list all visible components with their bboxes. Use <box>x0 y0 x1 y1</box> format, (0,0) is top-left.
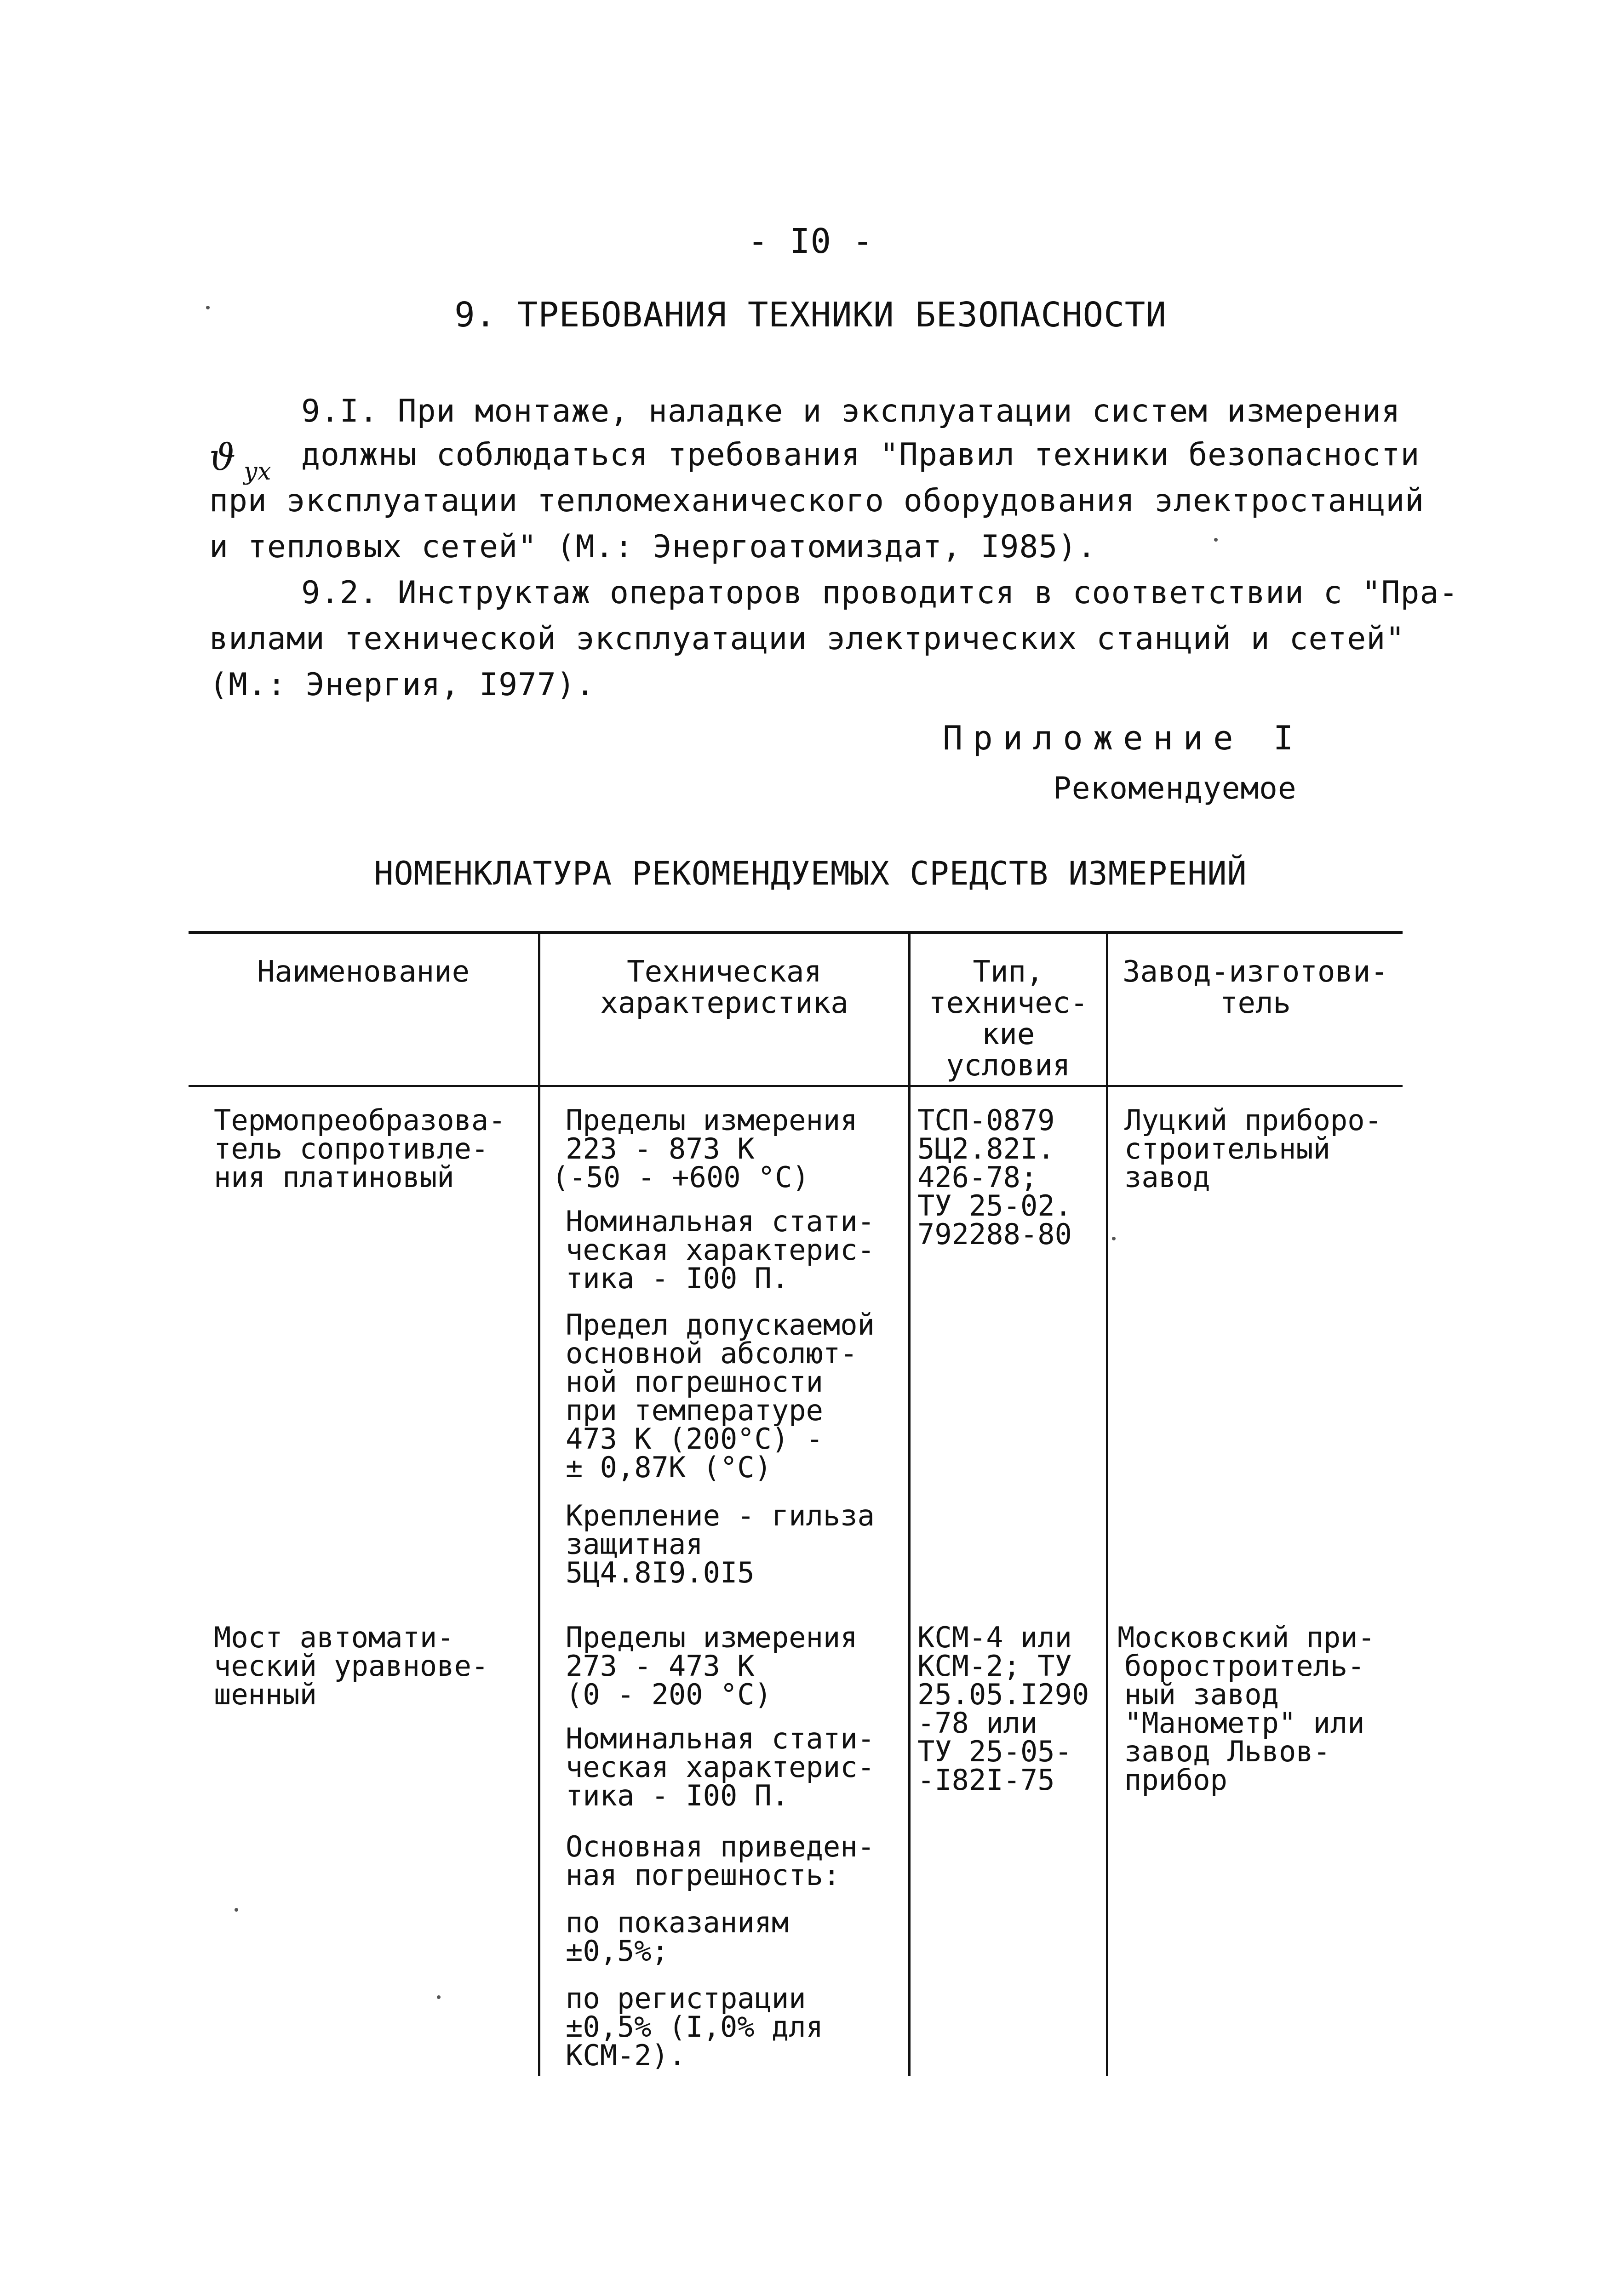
row1-spec-line: ческая характерис- <box>566 1233 875 1267</box>
row1-spec-line: 223 - 873 К <box>566 1132 755 1165</box>
row2-name-line: Мост автомати- <box>214 1621 454 1654</box>
row2-type-line: -I82I-75 <box>917 1763 1055 1797</box>
row1-name-line: Термопреобразова- <box>214 1103 506 1137</box>
theta-symbol: ϑ <box>209 436 236 479</box>
table-col-divider-1 <box>538 931 540 2076</box>
scan-speck <box>1214 538 1218 542</box>
theta-subscript: ух <box>244 458 271 485</box>
row1-spec-line: Крепление - гильза <box>566 1499 875 1532</box>
row2-name-line: ческий уравнове- <box>214 1649 489 1683</box>
header-maker <box>1108 956 1403 1019</box>
header-type-line: кие <box>981 1017 1035 1051</box>
para1-line4: и тепловых сетей" (М.: Энергоатомиздат, I985). <box>209 529 1097 565</box>
table-top-rule <box>189 931 1403 934</box>
table-header-rule <box>189 1085 1403 1087</box>
row2-spec-line: Номинальная стати- <box>566 1722 875 1755</box>
row2-spec-line: 273 - 473 К <box>566 1649 755 1683</box>
table-col-divider-2 <box>908 931 911 2076</box>
page-number: - I0 - <box>747 222 874 261</box>
header-type-line: Тип, <box>973 955 1044 989</box>
row2-spec-line: по регистрации <box>566 1982 806 2015</box>
para1-line3: при эксплуатации тепломеханического оборудования электростанций <box>209 483 1425 519</box>
row2-spec-line: ная погрешность: <box>566 1858 841 1892</box>
row1-spec-line: ной погрешности <box>566 1365 823 1399</box>
row1-spec-line: (-50 - +600 °С) <box>552 1160 809 1194</box>
header-maker-line: Завод-изготови- <box>1123 955 1388 989</box>
row1-type-line: ТУ 25-02. <box>917 1189 1072 1222</box>
para2-line3: (М.: Энергия, I977). <box>209 667 595 703</box>
row2-maker-line: "Манометр" или <box>1124 1706 1365 1740</box>
row2-spec-line: Пределы измерения <box>566 1621 858 1654</box>
header-type-line: техничес- <box>928 986 1088 1020</box>
row2-type-line: ТУ 25-05- <box>917 1735 1072 1768</box>
row2-maker-line: завод Львов- <box>1124 1735 1330 1768</box>
row2-spec-line: (0 - 200 °С) <box>566 1678 772 1711</box>
row1-type-line: ТСП-0879 <box>917 1103 1055 1137</box>
row2-type-line: КСМ-2; ТУ <box>917 1649 1072 1683</box>
row2-spec-line: ±0,5%; <box>566 1934 669 1968</box>
row1-spec-line: Номинальная стати- <box>566 1205 875 1238</box>
row1-spec-line: ± 0,87К (°С) <box>566 1451 772 1484</box>
row1-maker-line: завод <box>1124 1160 1210 1194</box>
row1-type-line: 426-78; <box>917 1160 1038 1194</box>
header-spec-line: характеристика <box>600 986 848 1020</box>
row1-spec-line: 5Ц4.8I9.0I5 <box>566 1556 755 1589</box>
scan-speck <box>437 1995 441 1999</box>
row2-name-line: шенный <box>214 1678 317 1711</box>
row1-spec-line: при температуре <box>566 1394 823 1427</box>
header-spec <box>540 956 908 1019</box>
scan-speck <box>235 1908 238 1912</box>
row2-spec-line: Основная приведен- <box>566 1830 875 1863</box>
header-type <box>911 956 1106 1081</box>
header-maker-line: тель <box>1220 986 1291 1020</box>
section-title: 9. ТРЕБОВАНИЯ ТЕХНИКИ БЕЗОПАСНОСТИ <box>454 295 1167 335</box>
row2-type-line: 25.05.I290 <box>917 1678 1089 1711</box>
row1-maker-line: строительный <box>1124 1132 1330 1165</box>
scan-speck <box>206 306 210 309</box>
header-spec-line: Техническая <box>627 955 822 989</box>
row1-name-line: ния платиновый <box>214 1160 454 1194</box>
row1-spec-line: Предел допускаемой <box>566 1308 875 1342</box>
row2-type-line: -78 или <box>917 1706 1038 1740</box>
header-type-line: условия <box>946 1049 1071 1083</box>
para2-line2: вилами технической эксплуатации электрических станций и сетей" <box>209 621 1405 657</box>
table-col-divider-3 <box>1106 931 1108 2076</box>
row2-spec-line: ±0,5% (I,0% для <box>566 2010 823 2044</box>
row2-spec-line: тика - I00 П. <box>566 1779 789 1812</box>
row1-spec-line: Пределы измерения <box>566 1103 858 1137</box>
table-title: НОМЕНКЛАТУРА РЕКОМЕНДУЕМЫХ СРЕДСТВ ИЗМЕРЕНИЙ <box>374 855 1247 892</box>
row1-spec-line: защитная <box>566 1527 703 1561</box>
row2-maker-line: Московский при- <box>1117 1621 1375 1654</box>
para1-line2: должны соблюдаться требования "Правил техники безопасности <box>301 437 1420 473</box>
row1-maker-line: Луцкий приборо- <box>1124 1103 1382 1137</box>
appendix-subtitle: Рекомендуемое <box>1053 771 1297 806</box>
row1-type-line: 792288-80 <box>917 1217 1072 1251</box>
row2-spec-line: по показаниям <box>566 1906 789 1939</box>
para1-line1: 9.I. При монтаже, наладке и эксплуатации систем измерения <box>301 393 1401 429</box>
row2-maker-line: ный завод <box>1124 1678 1279 1711</box>
para2-line1: 9.2. Инструктаж операторов проводится в соответствии с "Пра- <box>301 575 1459 611</box>
appendix-title: Приложение I <box>943 719 1304 757</box>
row1-spec-line: тика - I00 П. <box>566 1262 789 1295</box>
row1-spec-line: основной абсолют- <box>566 1336 858 1370</box>
header-name: Наименование <box>257 955 470 989</box>
row1-spec-line: 473 К (200°С) - <box>566 1422 823 1456</box>
row1-name-line: тель сопротивле- <box>214 1132 489 1165</box>
row2-spec-line: КСМ-2). <box>566 2039 686 2072</box>
row2-maker-line: прибор <box>1124 1763 1227 1797</box>
row1-type-line: 5Ц2.82I. <box>917 1132 1055 1165</box>
row2-type-line: КСМ-4 или <box>917 1621 1072 1654</box>
scan-speck <box>1112 1237 1116 1240</box>
row2-maker-line: боростроитель- <box>1124 1649 1365 1683</box>
row2-spec-line: ческая характерис- <box>566 1750 875 1784</box>
